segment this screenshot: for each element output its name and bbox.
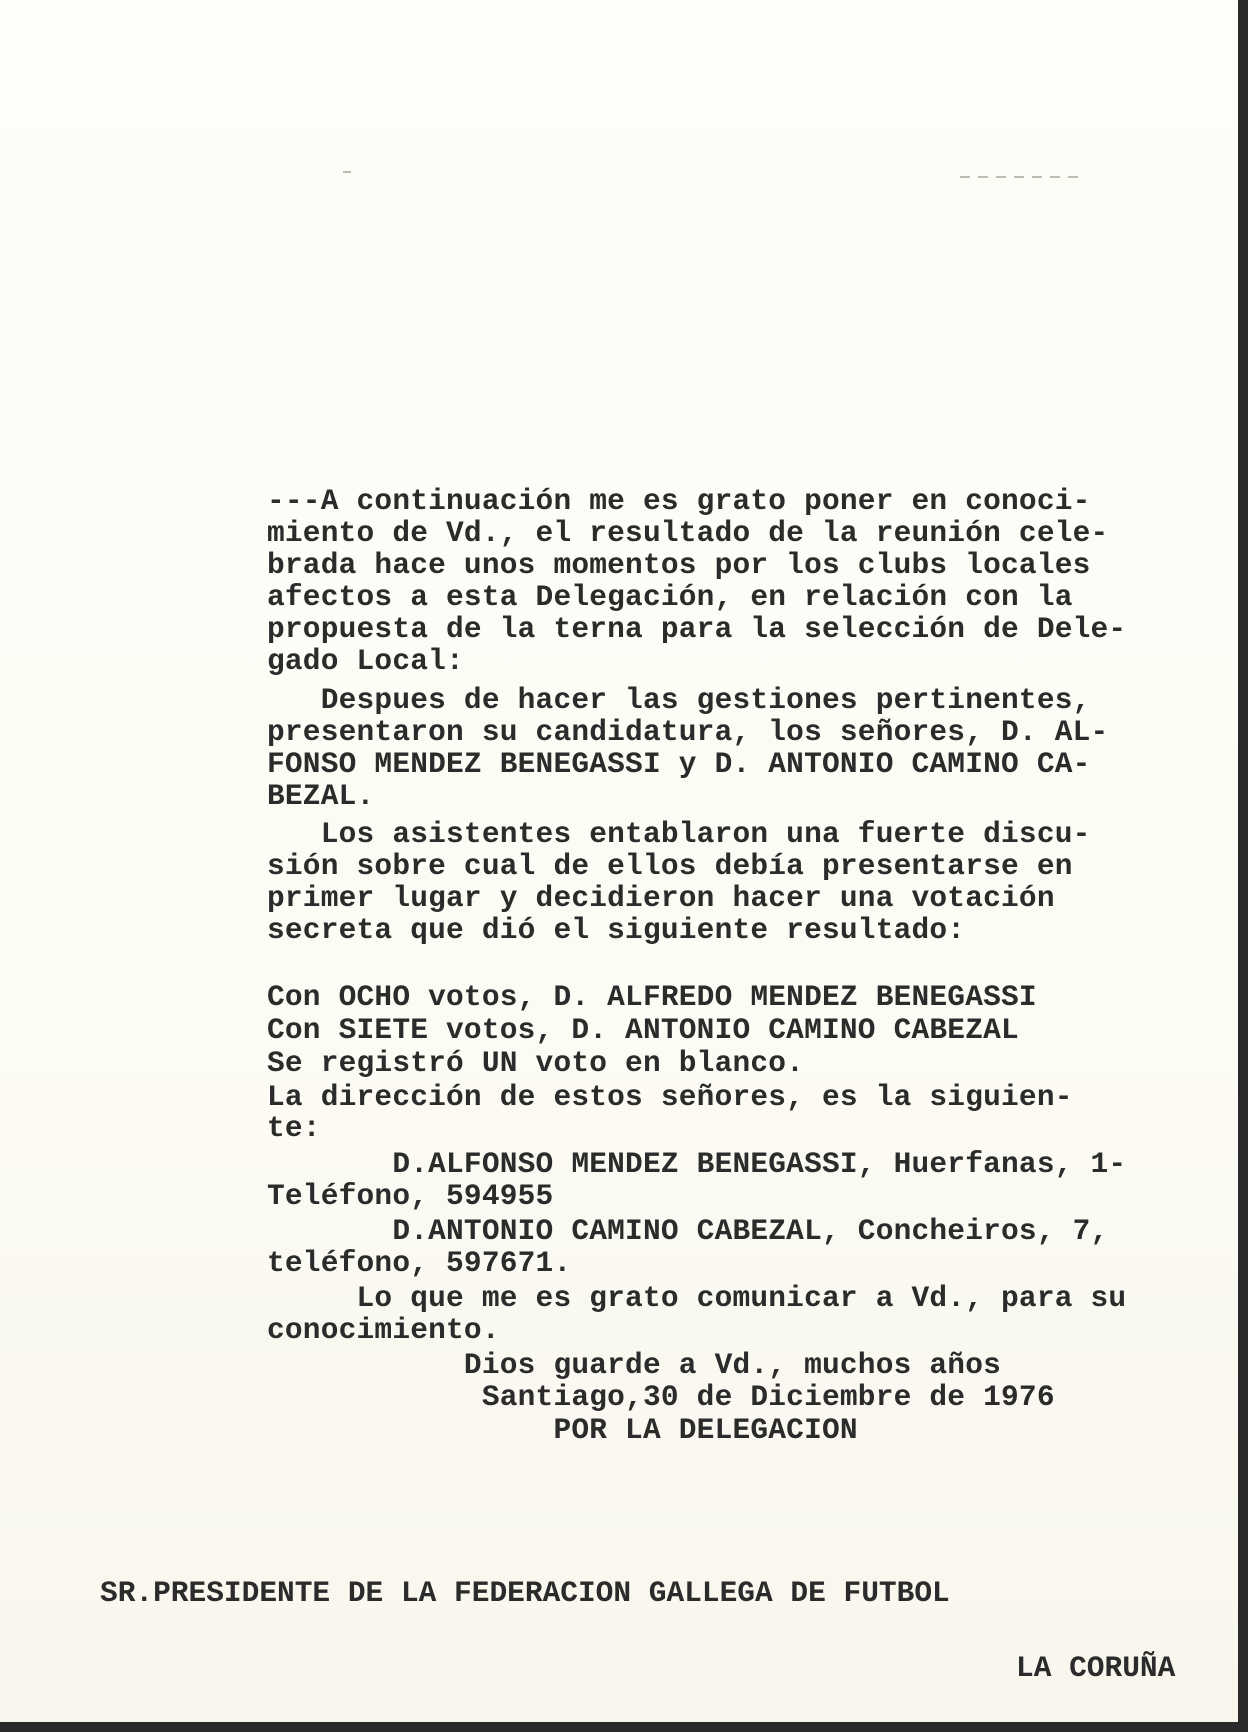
letter-line: te:	[267, 1111, 321, 1145]
letter-line: POR LA DELEGACION	[267, 1413, 858, 1447]
letter-line: gado Local:	[267, 644, 464, 678]
letter-line: propuesta de la terna para la selección de Dele-	[267, 612, 1127, 646]
letter-line: Teléfono, 594955	[267, 1179, 554, 1213]
letter-line: Lo que me es grato comunicar a Vd., para su	[267, 1281, 1127, 1315]
letter-line: teléfono, 597671.	[267, 1246, 572, 1280]
letter-line: conocimiento.	[267, 1313, 500, 1347]
letter-line: Con OCHO votos, D. ALFREDO MENDEZ BENEGASSI	[267, 980, 1037, 1014]
letter-line: secreta que dió el siguiente resultado:	[267, 913, 966, 947]
scan-edge-bottom	[0, 1722, 1248, 1732]
letter-line: Despues de hacer las gestiones pertinentes,	[267, 683, 1091, 717]
paper-mark-left	[343, 171, 351, 173]
letter-line: ---A continuación me es grato poner en conoci-	[267, 484, 1091, 518]
addressee-line: SR.PRESIDENTE DE LA FEDERACION GALLEGA DE FUTBOL	[100, 1576, 950, 1610]
addressee-city: LA CORUÑA	[1016, 1651, 1176, 1685]
letter-line: Con SIETE votos, D. ANTONIO CAMINO CABEZAL	[267, 1013, 1019, 1047]
letter-line: BEZAL.	[267, 779, 375, 813]
letter-line: sión sobre cual de ellos debía presentarse en	[267, 849, 1073, 883]
letter-line: primer lugar y decidieron hacer una votación	[267, 881, 1055, 915]
scan-edge-right	[1238, 0, 1248, 1732]
letter-line: La dirección de estos señores, es la siguien-	[267, 1080, 1073, 1114]
letter-line: Dios guarde a Vd., muchos años	[267, 1348, 1002, 1382]
letter-line: afectos a esta Delegación, en relación con la	[267, 580, 1073, 614]
letter-line: Los asistentes entablaron una fuerte discu-	[267, 817, 1091, 851]
paper-mark-right	[960, 176, 1080, 178]
letter-line: D.ALFONSO MENDEZ BENEGASSI, Huerfanas, 1-	[267, 1147, 1127, 1181]
letter-line: Santiago,30 de Diciembre de 1976	[267, 1380, 1055, 1414]
letter-line: miento de Vd., el resultado de la reunión cele-	[267, 516, 1109, 550]
letter-line: FONSO MENDEZ BENEGASSI y D. ANTONIO CAMINO CA-	[267, 747, 1091, 781]
letter-line: D.ANTONIO CAMINO CABEZAL, Concheiros, 7,	[267, 1214, 1109, 1248]
letter-line: presentaron su candidatura, los señores, D. AL-	[267, 715, 1109, 749]
letter-line: brada hace unos momentos por los clubs locales	[267, 548, 1091, 582]
letter-line: Se registró UN voto en blanco.	[267, 1046, 805, 1080]
